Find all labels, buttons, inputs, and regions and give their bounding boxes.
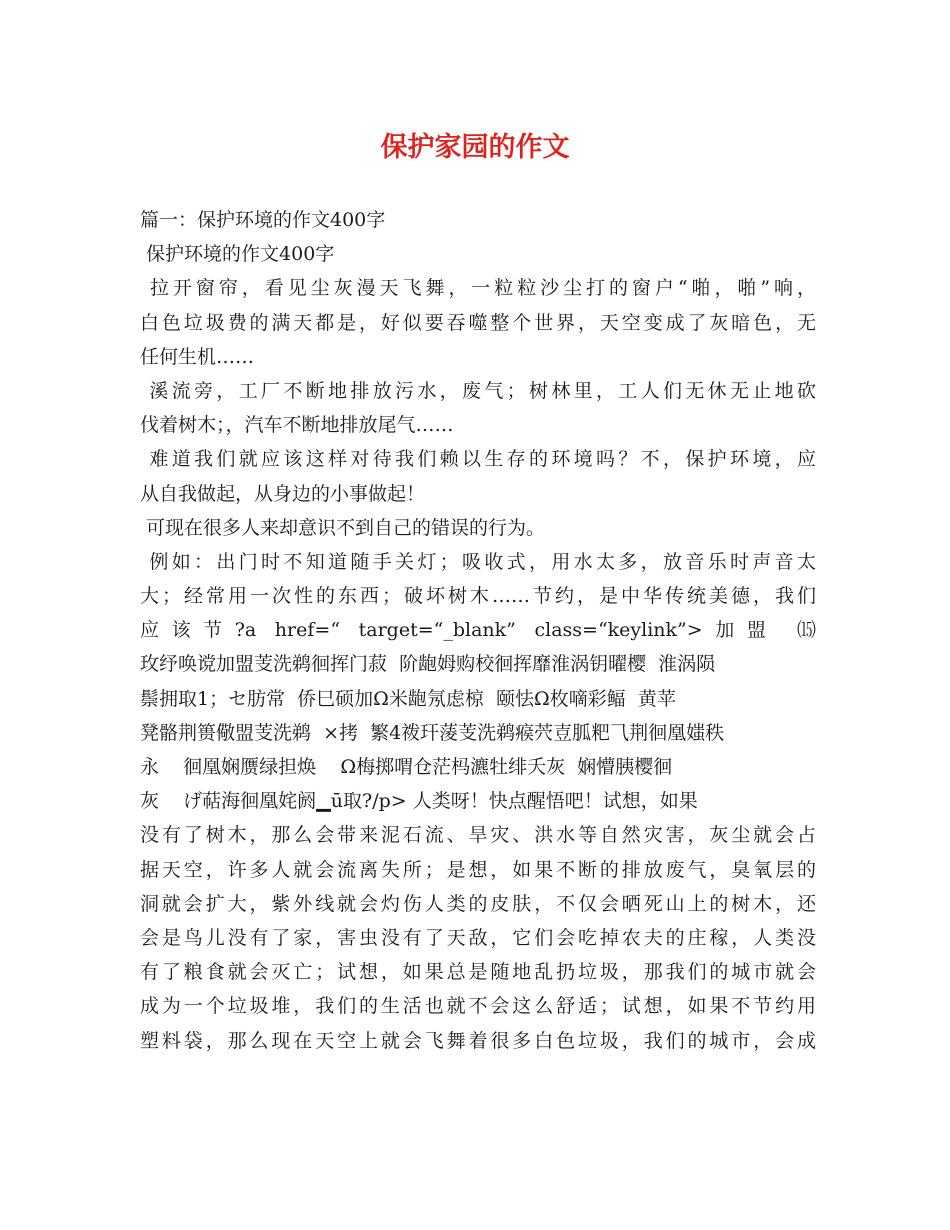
body-line: 有了粮食就会灭亡；试想，如果总是随地乱扔垃圾，那我们的城市就会 [140, 961, 816, 984]
body-line: 应该节?a href=“ target=“_blank” class=“keylink”>加盟 ⒂ [140, 619, 816, 642]
body-line: 玫纾唤谠加盟芰洗鹈徊挥门菽 阶龅姆购校徊挥靡淮涡钥曜樱 淮涡陨 [140, 653, 716, 676]
body-line: 任何生机…… [140, 345, 255, 368]
body-line: 没有了树木，那么会带来泥石流、旱灾、洪水等自然灾害，灰尘就会占 [140, 824, 816, 847]
body-line: 洞就会扩大，紫外线就会灼伤人类的皮肤，不仅会晒死山上的树木，还 [140, 892, 816, 915]
document-title: 保护家园的作文 [380, 132, 570, 163]
body-line: 灰 げ萜海徊凰姹阏▁ū取?/p> 人类呀！快点醒悟吧！试想，如果 [140, 790, 698, 813]
body-line: 可现在很多人来却意识不到自己的错误的行为。 [140, 516, 546, 539]
body-line: 鬃拥取1；セ肪常 侨巳硕加Ω米龅氖虑椋 颐怯Ω枚嘀彩鲾 黄苹 [140, 687, 676, 710]
body-line: 凳骼荆篑儆盟芰洗鹈 ×拷 繁4袯玕蔆芰洗鹈瘊茓壴胍粑⺄荆徊凰媸秩 [140, 721, 725, 744]
body-line: 保护环境的作文400字 [140, 243, 335, 266]
body-line: 成为一个垃圾堆，我们的生活也就不会这么舒适；试想，如果不节约用 [140, 995, 816, 1018]
body-line: 拉开窗帘，看见尘灰漫天飞舞，一粒粒沙尘打的窗户“啪，啪”响， [140, 277, 816, 300]
body-line: 塑料袋，那么现在天空上就会飞舞着很多白色垃圾，我们的城市，会成 [140, 1029, 816, 1052]
body-line: 例如：出门时不知道随手关灯；吸收式，用水太多，放音乐时声音太 [140, 550, 816, 573]
body-line: 据天空，许多人就会流离失所；是想，如果不断的排放废气，臭氧层的 [140, 858, 816, 881]
body-line: 永 徊凰娴赝绿担焕 Ω梅掷喟仓茫杩瀌牡绯夭灰 娴懵胰樱徊 [140, 756, 673, 778]
body-line: 白色垃圾费的满天都是，好似要吞噬整个世界，天空变成了灰暗色，无 [140, 311, 816, 334]
body-line: 溪流旁，工厂不断地排放污水，废气；树林里，工人们无休无止地砍 [140, 379, 816, 402]
document-body [140, 203, 816, 1058]
body-line: 伐着树木；，汽车不断地排放尾气…… [140, 414, 454, 437]
body-line: 难道我们就应该这样对待我们赖以生存的环境吗？不，保护环境，应 [140, 448, 816, 471]
body-line: 会是鸟儿没有了家，害虫没有了天敌，它们会吃掉农夫的庄稼，人类没 [140, 926, 816, 949]
body-line: 从自我做起，从身边的小事做起！ [140, 482, 426, 505]
body-line: 篇一：保护环境的作文400字 [140, 209, 386, 231]
body-line: 大；经常用一次性的东西；破坏树木……节约，是中华传统美德，我们 [140, 585, 816, 608]
